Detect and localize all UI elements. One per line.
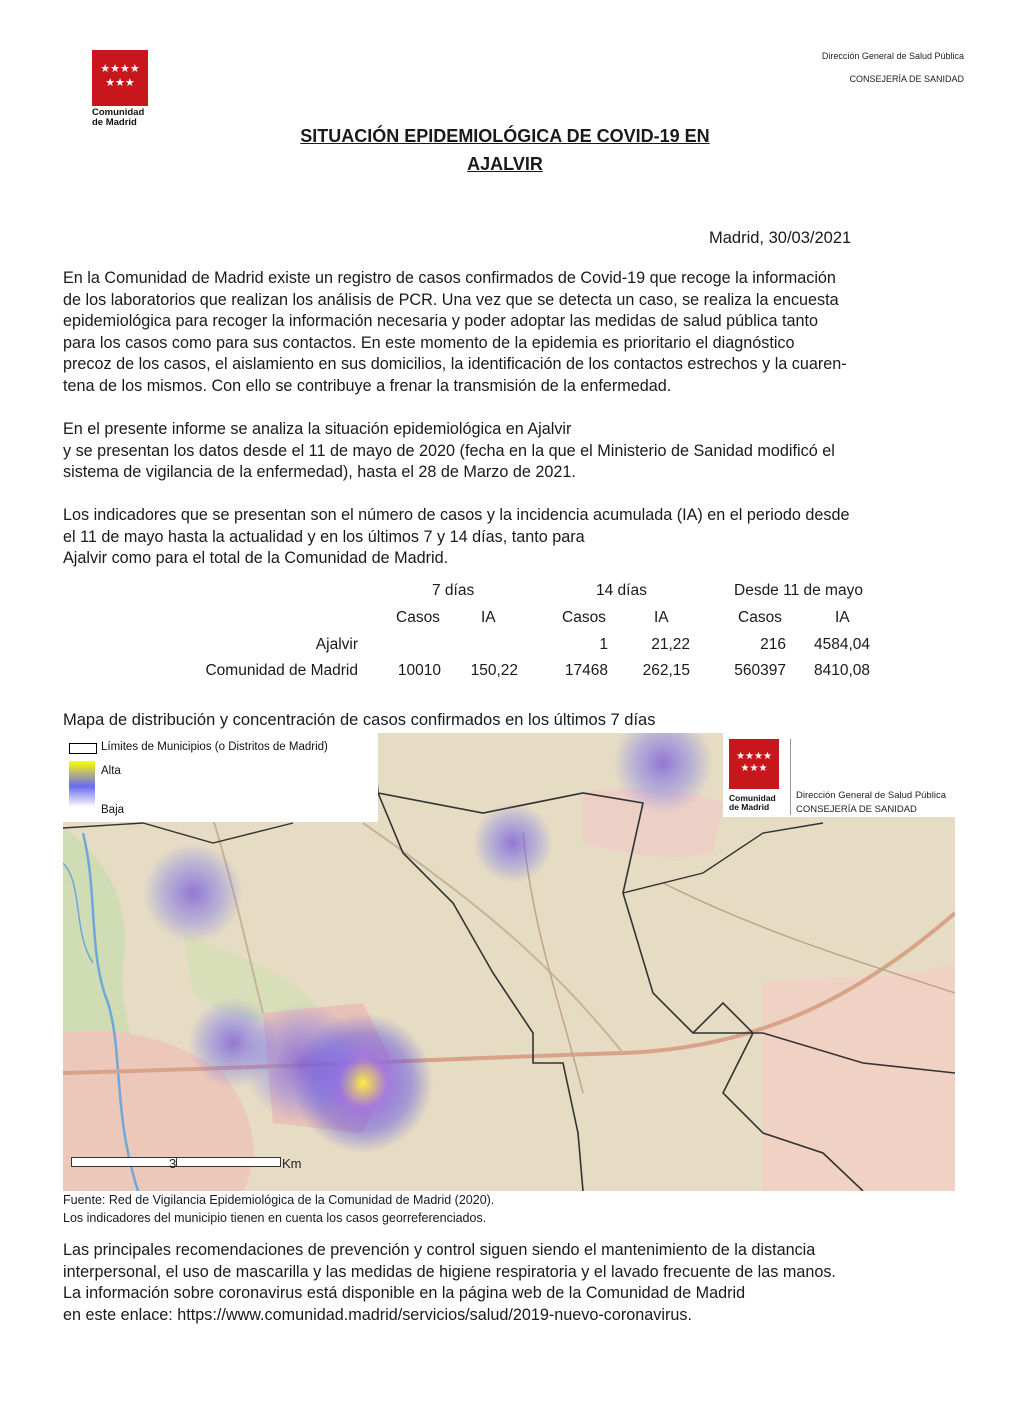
logo-text-line2: de Madrid — [92, 117, 137, 128]
logo-stars-bottom: ★★★ — [105, 77, 135, 89]
page-title-line1: SITUACIÓN EPIDEMIOLÓGICA DE COVID-19 EN — [300, 126, 710, 146]
source-line2: Los indicadores del municipio tienen en cuenta los casos georreferenciados. — [63, 1211, 487, 1225]
legend-boundaries-label: Límites de Municipios (o Distritos de Madrid) — [101, 741, 328, 753]
legend-low-label: Baja — [101, 804, 125, 816]
table-row-label: Ajalvir — [315, 636, 358, 653]
scope-paragraph: En el presente informe se analiza la situación epidemiológica en Ajalvir y se presentan los datos desde el 11 de mayo de 2020 (fecha en la que el Ministerio de Sanidad modificó el sistema de vigilancia de la enfermedad), hasta el 28 de Marzo de 2021. — [63, 420, 835, 481]
col-header: IA — [654, 609, 669, 626]
heat-spot — [473, 803, 553, 883]
group-14-days: 14 días — [596, 582, 647, 599]
table-cell: 262,15 — [642, 662, 690, 679]
org-name: Dirección General de Salud Pública — [821, 51, 964, 61]
map-legend — [63, 733, 378, 822]
boundary-swatch — [69, 743, 97, 754]
page-title-line2: AJALVIR — [467, 154, 543, 174]
indicators-paragraph: Los indicadores que se presentan son el número de casos y la incidencia acumulada (IA) en el periodo desde el 11 de mayo hasta la actualidad y en los últimos 7 y 14 días, tanto para Ajalvir como para el total de la Comunidad de Madrid. — [63, 506, 850, 567]
map-logo-text-line2: de Madrid — [729, 802, 770, 812]
indicators-table — [0, 0, 1010, 700]
table-cell: 1 — [599, 636, 608, 653]
col-header: IA — [835, 609, 850, 626]
map-logo-panel — [723, 733, 955, 817]
table-cell: 216 — [760, 636, 786, 653]
group-7-days: 7 días — [432, 582, 475, 599]
map-urban-area — [763, 963, 955, 1191]
map-logo-stars-bottom: ★★★ — [740, 763, 768, 774]
map-title: Mapa de distribución y concentración de casos confirmados en los últimos 7 días — [63, 711, 656, 729]
legend-high-label: Alta — [101, 765, 121, 777]
scale-value: 3 — [169, 1156, 177, 1171]
col-header: IA — [481, 609, 496, 626]
table-cell: 560397 — [734, 662, 786, 679]
map-org-name: Dirección General de Salud Pública — [796, 790, 946, 801]
table-cell: 21,22 — [651, 636, 690, 653]
density-gradient — [69, 761, 95, 807]
table-row-label: Comunidad de Madrid — [205, 662, 358, 679]
table-cell: 4584,04 — [813, 636, 870, 653]
map-org-department: CONSEJERÍA DE SANIDAD — [796, 804, 917, 815]
intro-paragraph: En la Comunidad de Madrid existe un registro de casos confirmados de Covid-19 que recoge la información de los laboratorios que realizan los análisis de PCR. Una vez que se detecta un caso, se realiza la encuesta epidemiológica para recoger la información necesaria y poder adoptar las medidas de salud pública tanto para los casos como para sus contactos. En este momento de la epidemia es prioritario el diagnóstico precoz de los casos, el aislamiento en sus domicilios, la identificación de los contactos estrechos y la cuaren- tena de los mismos. Con ello se contribuye a frenar la transmisión de la enfermedad. — [63, 269, 847, 395]
col-header: Casos — [396, 609, 440, 626]
source-line1: Fuente: Red de Vigilancia Epidemiológica de la Comunidad de Madrid (2020). — [63, 1193, 495, 1207]
map-logo-separator — [790, 739, 791, 815]
group-since-may: Desde 11 de mayo — [734, 582, 863, 599]
col-header: Casos — [738, 609, 782, 626]
org-department: CONSEJERÍA DE SANIDAD — [849, 74, 964, 84]
map-logo-text-line1: Comunidad — [729, 793, 776, 803]
table-cell: 8410,08 — [813, 662, 870, 679]
table-cell: 10010 — [397, 662, 441, 679]
report-date: Madrid, 30/03/2021 — [709, 229, 852, 247]
scale-unit: Km — [282, 1156, 302, 1171]
table-cell: 17468 — [564, 662, 608, 679]
scale-segment — [72, 1158, 177, 1166]
heat-map — [63, 733, 955, 1191]
map-logo-stars-top: ★★★★ — [736, 751, 772, 762]
logo-stars-top: ★★★★ — [100, 63, 140, 75]
heat-spot — [143, 843, 243, 943]
logo-text-line1: Comunidad — [92, 107, 145, 118]
col-header: Casos — [562, 609, 606, 626]
map-logo — [729, 739, 779, 789]
table-cell: 150,22 — [470, 662, 518, 679]
recommendations-paragraph: Las principales recomendaciones de prevención y control siguen siendo el mantenimiento de la distancia interpersonal, el uso de mascarilla y las medidas de higiene respiratoria y el lavado frecuente de las manos. La información sobre coronavirus está disponible en la página web de la Comunidad de Madrid en este enlace: https://www.comunidad.madrid/servicios/salud/2019-nuevo-coronavirus. — [63, 1241, 836, 1324]
map-logo-text — [729, 794, 776, 812]
heat-spot — [188, 998, 278, 1088]
